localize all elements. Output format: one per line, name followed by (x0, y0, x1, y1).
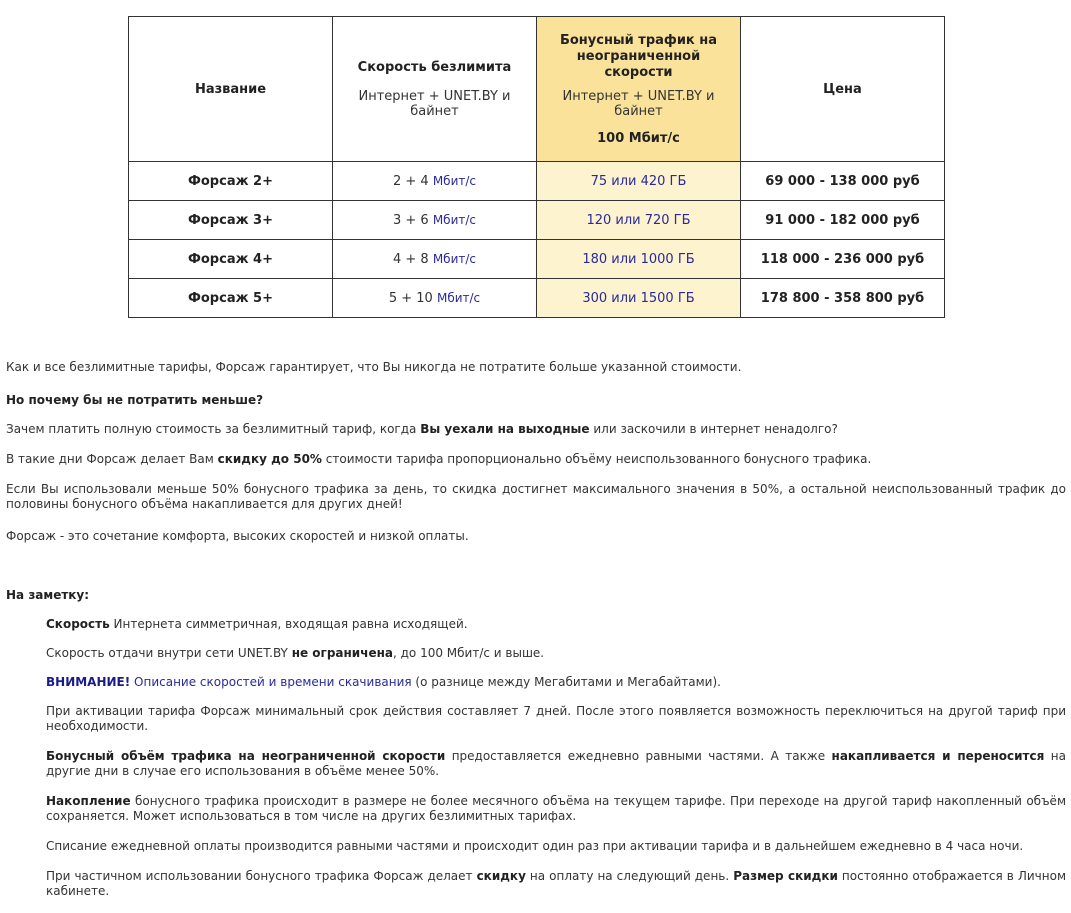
text-span: на другие дни в случае его использования в объёме менее 50%. (46, 749, 1066, 778)
text-bold: скидку до 50% (217, 452, 322, 466)
note-item: Списание ежедневной оплаты производится равными частями и происходит один раз при активации тарифа и в дальнейшем ежедневно в 4 часа ночи. (46, 839, 1024, 853)
header-name-label: Название (194, 81, 267, 97)
text-span: стоимости тарифа пропорционально объёму неиспользованного бонусного трафика. (321, 452, 872, 466)
note-item (46, 749, 1066, 779)
header-price-label: Цена (823, 81, 862, 97)
header-speed-title: Скорость безлимита (357, 59, 512, 75)
header-bonus-sub: Интернет + UNET.BY и байнет (562, 88, 715, 119)
speed-value: 4 + 8 (392, 251, 429, 267)
note-item (46, 617, 1066, 632)
paragraph-accumulation: Если Вы использовали меньше 50% бонусного трафика за день, то скидка достигнет максимального значения в 50%, а остальной неиспользованный трафик до половины бонусного объёма накапливается для других дней! (6, 482, 1066, 511)
header-name (129, 17, 333, 162)
text-bold: Бонусный объём трафика на неограниченной скорости (46, 749, 446, 763)
table-header-row (129, 17, 945, 162)
paragraph-weekend (6, 422, 1066, 437)
text-bold: Вы уехали на выходные (420, 422, 590, 436)
tariff-name: Форсаж 4+ (129, 240, 333, 279)
speed-cell (333, 201, 537, 240)
header-price (741, 17, 945, 162)
intro-paragraph: Как и все безлимитные тарифы, Форсаж гарантирует, что Вы никогда не потратите больше указанной стоимости. (6, 360, 742, 374)
note-item (46, 869, 1066, 899)
text-span: бонусного трафика происходит в размере не более месячного объёма на текущем тарифе. При переходе на другой тариф накопленный объём сохраняется. Может использоваться в том числе на других безлимитных тарифах. (46, 794, 1066, 823)
header-bonus-title: Бонусный трафик на неограниченной скорости (559, 32, 718, 80)
header-speed (333, 17, 537, 162)
note-item (46, 646, 1066, 661)
notes-heading (6, 588, 1066, 603)
tariff-name: Форсаж 3+ (129, 201, 333, 240)
notes-heading-text: На заметку: (6, 588, 90, 602)
text-span: постоянно отображается в Личном кабинете. (46, 869, 1066, 898)
speed-unit: Мбит/с (432, 212, 477, 227)
speed-cell (333, 279, 537, 318)
speed-value: 5 + 10 (388, 290, 433, 306)
table-row (129, 240, 945, 279)
speed-unit: Мбит/с (432, 173, 477, 188)
speed-cell (333, 162, 537, 201)
bonus-cell (537, 162, 741, 201)
bonus-value: 300 или 1500 ГБ (582, 290, 695, 306)
tariff-table (128, 16, 945, 318)
text-span: , до 100 Мбит/с и выше. (392, 646, 545, 660)
note-item (46, 794, 1066, 824)
text-span: В такие дни Форсаж делает Вам (6, 452, 218, 466)
text-span: предоставляется ежедневно равными частями. А также (445, 749, 832, 763)
text-span: Зачем платить полную стоимость за безлимитный тариф, когда (6, 422, 421, 436)
text-span: (о разнице между Мегабитами и Мегабайтами). (411, 675, 721, 689)
text-span: или заскочили в интернет ненадолго? (589, 422, 838, 436)
price-cell: 178 800 - 358 800 руб (741, 279, 945, 318)
price-cell: 69 000 - 138 000 руб (741, 162, 945, 201)
table-row (129, 201, 945, 240)
text-bold: накапливается и переносится (831, 749, 1045, 763)
text-span: При частичном использовании бонусного трафика Форсаж делает (46, 869, 477, 883)
price-cell: 118 000 - 236 000 руб (741, 240, 945, 279)
note-item (46, 675, 1066, 690)
bonus-value: 180 или 1000 ГБ (582, 251, 695, 267)
tariff-name: Форсаж 2+ (129, 162, 333, 201)
bonus-cell (537, 279, 741, 318)
text-span: на оплату на следующий день. (525, 869, 734, 883)
question-heading (6, 393, 1066, 408)
table-row (129, 162, 945, 201)
text-bold: Размер скидки (733, 869, 838, 883)
speed-unit: Мбит/с (432, 251, 477, 266)
text-span: Скорость отдачи внутри сети UNET.BY (46, 646, 292, 660)
paragraph-summary: Форсаж - это сочетание комфорта, высоких скоростей и низкой оплаты. (6, 529, 469, 543)
bonus-cell (537, 240, 741, 279)
note-item: При активации тарифа Форсаж минимальный срок действия составляет 7 дней. После этого появляется возможность переключиться на другой тариф при необходимости. (46, 704, 1066, 733)
text-bold: скидку (476, 869, 526, 883)
header-bonus (537, 17, 741, 162)
text-span: Интернета симметричная, входящая равна исходящей. (109, 617, 468, 631)
text-bold: Скорость (46, 617, 110, 631)
speed-unit: Мбит/с (436, 290, 481, 305)
speed-cell (333, 240, 537, 279)
speed-description-link[interactable]: Описание скоростей и времени скачивания (130, 675, 412, 689)
speed-value: 3 + 6 (392, 212, 429, 228)
table-row (129, 279, 945, 318)
bonus-value: 120 или 720 ГБ (586, 212, 691, 228)
text-bold: Накопление (46, 794, 131, 808)
tariff-name: Форсаж 5+ (129, 279, 333, 318)
speed-value: 2 + 4 (392, 173, 429, 189)
question-heading-text: Но почему бы не потратить меньше? (6, 393, 264, 407)
header-speed-sub: Интернет + UNET.BY и байнет (358, 88, 511, 119)
text-bold: не ограничена (291, 646, 393, 660)
header-bonus-speed: 100 Мбит/с (597, 130, 680, 146)
attention-label: ВНИМАНИЕ! (46, 675, 131, 689)
bonus-value: 75 или 420 ГБ (590, 173, 687, 189)
paragraph-discount (6, 452, 1066, 467)
price-cell: 91 000 - 182 000 руб (741, 201, 945, 240)
bonus-cell (537, 201, 741, 240)
description-text (6, 360, 1066, 899)
